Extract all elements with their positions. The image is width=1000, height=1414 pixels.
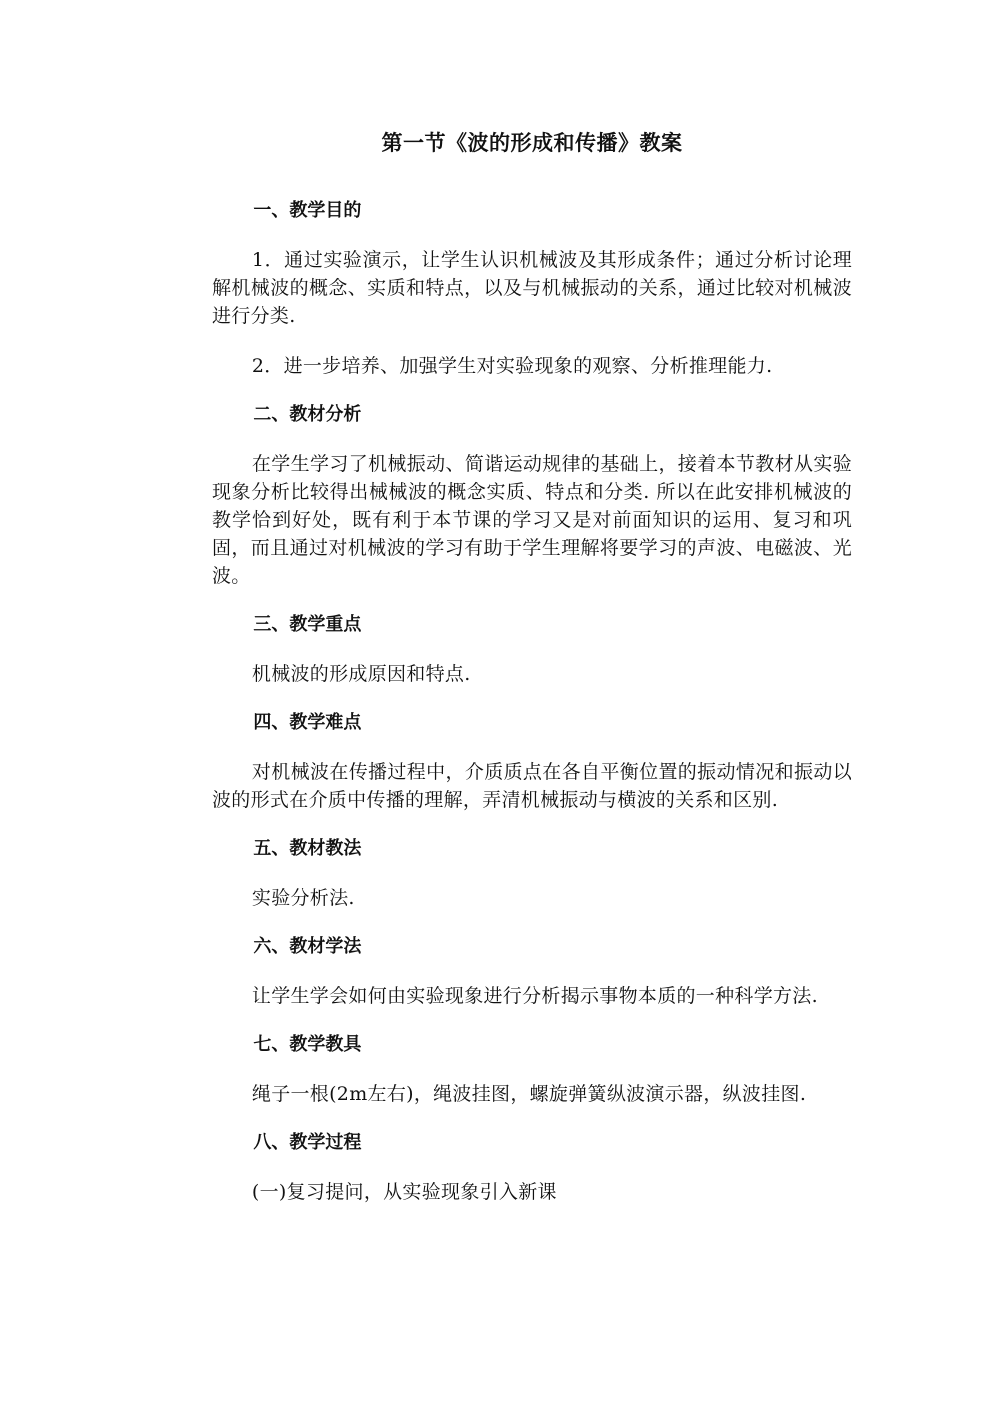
learning-method-paragraph: 让学生学会如何由实验现象进行分析揭示事物本质的一种科学方法. (251, 985, 818, 1007)
difficulties-paragraph: 对机械波在传播过程中，介质质点在各自平衡位置的振动情况和振动以波的形式在介质中传播的理解，弄清机械振动与横波的关系和区别. (212, 761, 852, 811)
teaching-aids-paragraph: 绳子一根(2m左右)，绳波挂图，螺旋弹簧纵波演示器，纵波挂图. (251, 1083, 807, 1105)
document-body (212, 128, 852, 1228)
key-points-paragraph: 机械波的形成原因和特点. (251, 663, 471, 685)
teaching-method-paragraph: 实验分析法. (251, 887, 355, 909)
section-heading-material-analysis: 二、教材分析 (253, 404, 362, 425)
objectives-paragraph-2: 2．进一步培养、加强学生对实验现象的观察、分析推理能力. (251, 355, 773, 377)
objectives-paragraph-1: 1．通过实验演示，让学生认识机械波及其形成条件；通过分析讨论理解机械波的概念、实质和特点，以及与机械振动的关系，通过比较对机械波进行分类. (212, 249, 852, 327)
section-heading-teaching-process: 八、教学过程 (253, 1132, 362, 1153)
document-title: 第一节《波的形成和传播》教案 (381, 131, 683, 155)
section-heading-teaching-method: 五、教材教法 (253, 838, 362, 859)
section-heading-key-points: 三、教学重点 (253, 614, 362, 635)
section-heading-objectives: 一、教学目的 (253, 200, 362, 221)
material-analysis-paragraph: 在学生学习了机械振动、简谐运动规律的基础上，接着本节教材从实验现象分析比较得出械械波的概念实质、特点和分类. 所以在此安排机械波的教学恰到好处，既有利于本节课的学习又是对前面知识的运用、复习和巩固，而且通过对机械波的学习有助于学生理解将要学习的声波、电磁波、光波。 (212, 453, 852, 587)
teaching-process-paragraph: (一)复习提问，从实验现象引入新课 (251, 1181, 557, 1203)
section-heading-difficulties: 四、教学难点 (253, 712, 362, 733)
section-heading-teaching-aids: 七、教学教具 (253, 1034, 362, 1055)
section-heading-learning-method: 六、教材学法 (253, 936, 362, 957)
